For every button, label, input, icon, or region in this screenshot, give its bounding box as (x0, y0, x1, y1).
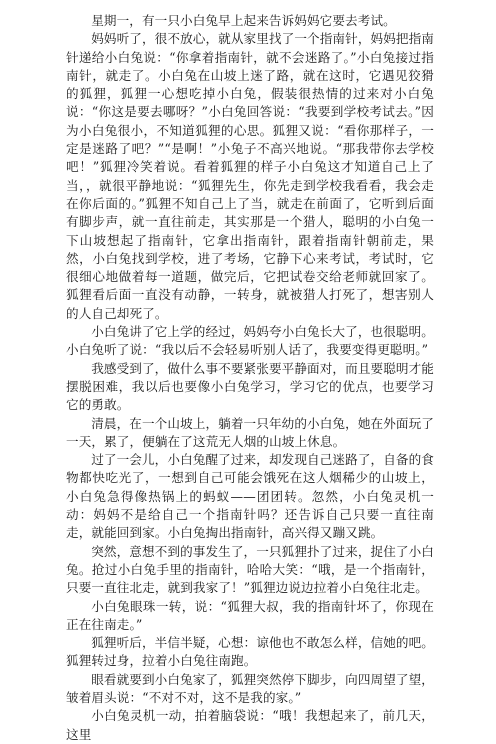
paragraph-9: 狐狸听后，半信半疑，心想：谅他也不敢怎么样，信她的吧。狐狸转过身，拉着小白兔往南跑。 (66, 635, 434, 669)
paragraph-4: 我感受到了，做什么事不要紧张要平静面对，而且要聪明才能摆脱困难，我以后也要像小白兔学习，学习它的优点，也要学习它的勇敢。 (66, 360, 434, 413)
paragraph-1: 星期一，有一只小白兔早上起来告诉妈妈它要去考试。 (91, 13, 396, 28)
paragraph-5: 清晨，在一个山坡上，躺着一只年幼的小白兔，她在外面玩了一天，累了，便躺在了这荒无人烟的山坡上休息。 (66, 415, 434, 449)
paragraph-3: 小白兔讲了它上学的经过，妈妈夸小白兔长大了，也很聪明。小白兔听了说：“我以后不会轻易听别人话了，我要变得更聪明。” (66, 324, 434, 358)
paragraph-6: 过了一会儿，小白兔醒了过来，却发现自己迷路了，自备的食物都快吃光了，一想到自己可能会饿死在这人烟稀少的山坡上，小白兔急得像热锅上的蚂蚁——团团转。忽然，小白兔灵机一动：妈妈不是给自己一个指南针吗？还告诉自己只要一直往南走，就能回到家。小白兔掏出指南针，高兴得又蹦又跳。 (66, 452, 434, 541)
paragraph-7: 突然，意想不到的事发生了，一只狐狸扑了过来，捉住了小白兔。抢过小白兔手里的指南针，哈哈大笑：“哦，是一个指南针，只要一直往北走，就到我家了！”狐狸边说边拉着小白兔往北走。 (66, 543, 434, 596)
paragraph-10: 眼看就要到小白兔家了，狐狸突然停下脚步，向四周望了望，皱着眉头说：“不对不对，这不是我的家。” (66, 671, 434, 705)
paragraph-11: 小白兔灵机一动，拍着脑袋说：“哦！我想起来了，前几天，这里 (66, 708, 434, 742)
story-text (66, 12, 434, 744)
paragraph-8: 小白兔眼珠一转，说：“狐狸大叔，我的指南针坏了，你现在正在往南走。” (66, 598, 434, 632)
paragraph-2: 妈妈听了，很不放心，就从家里找了一个指南针，妈妈把指南针递给小白兔说：“你拿着指南针，就不会迷路了。”小白兔接过指南针，就走了。小白兔在山坡上迷了路，就在这时，它遇见狡猾的狐狸，狐狸一心想吃掉小白兔，假装很热情的过来对小白兔说：“你这是要去哪呀？”小白兔回答说：“我要到学校考试去。”因为小白兔很小，不知道狐狸的心思。狐狸又说：“看你那样子，一定是迷路了吧？”“是啊！”小兔子不高兴地说。“那我带你去学校吧！”狐狸冷笑着说。看着狐狸的样子小白兔这才知道自己上了当，，就很平静地说：“狐狸先生，你先走到学校我看看，我会走在你后面的。”狐狸不知自己上了当，就走在前面了，它听到后面有脚步声，就一直往前走，其实那是一个猎人，聪明的小白兔一下山坡想起了指南针，它拿出指南针，跟着指南针朝前走，果然，小白兔找到学校，进了考场，它静下心来考试，考试时，它很细心地做着每一道题，做完后，它把试卷交给老师就回家了。狐狸看后面一直没有动静，一转身，就被猎人打死了，想害别人的人自己却死了。 (66, 31, 434, 321)
